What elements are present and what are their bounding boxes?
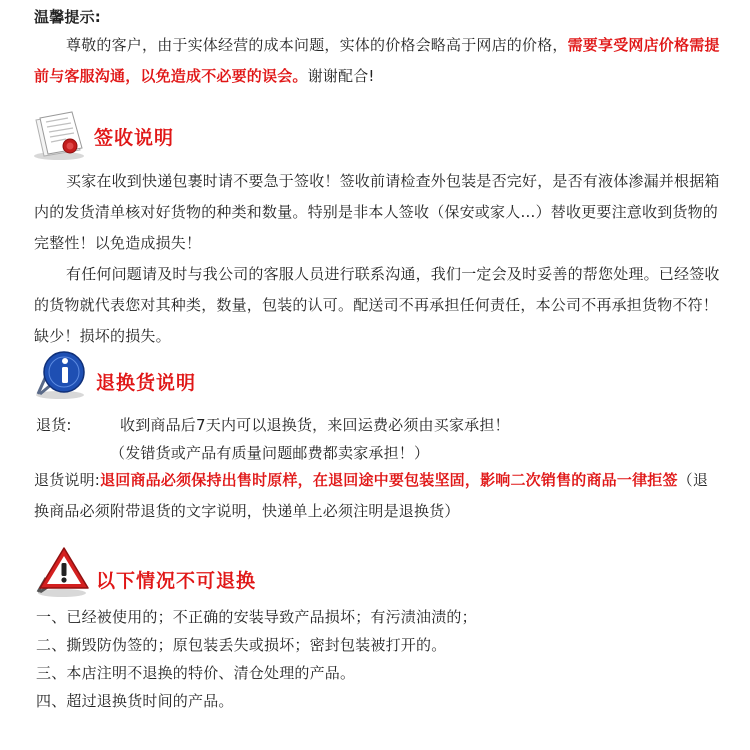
returns-note bbox=[34, 465, 722, 527]
returns-line1-text: 收到商品后7天内可以退换货，来回运费必须由买家承担！ bbox=[120, 416, 510, 434]
non-return-item-2: 二、撕毁防伪签的；原包装丢失或损坏；密封包装被打开的。 bbox=[36, 636, 447, 654]
returns-line2-text: （发错货或产品有质量问题邮费都卖家承担！） bbox=[110, 444, 430, 462]
non-return-item-4: 四、超过退换货时间的产品。 bbox=[36, 692, 234, 710]
notice-body-red: 需要享受网店价格需提前与客服沟通，以免造成不必要的误会。 bbox=[34, 36, 720, 85]
notice-body-normal: 尊敬的客户，由于实体经营的成本问题，实体的价格会略高于网店的价格， bbox=[66, 36, 568, 54]
document-seal-icon bbox=[30, 110, 88, 166]
non-return-item-1: 一、已经被使用的；不正确的安装导致产品损坏；有污渍油渍的； bbox=[36, 608, 477, 626]
returns-note-red: 退回商品必须保持出售时原样，在退回途中要包装坚固，影响二次销售的商品一律拒签 bbox=[100, 471, 678, 489]
returns-heading: 退换货说明 bbox=[96, 372, 197, 394]
notice-body bbox=[34, 30, 720, 92]
warning-icon bbox=[30, 546, 90, 602]
sign-body bbox=[34, 166, 722, 352]
non-return-heading: 以下情况不可退换 bbox=[96, 570, 257, 592]
sign-para-2: 有任何问题请及时与我公司的客服人员进行联系沟通，我们一定会及时妥善的帮您处理。已经签收的货物就代表您对其种类，数量，包装的认可。配送司不再承担任何责任，本公司不再承担货物不符！缺少！损坏的损失。 bbox=[34, 265, 720, 345]
returns-line1-label: 退货: bbox=[36, 416, 72, 434]
notice-title: 温馨提示: bbox=[34, 8, 101, 26]
info-icon bbox=[30, 348, 88, 404]
returns-note-label: 退货说明: bbox=[34, 471, 101, 489]
sign-para-1: 买家在收到快递包裹时请不要急于签收！签收前请检查外包装是否完好，是否有液体渗漏并根据箱内的发货清单核对好货物的种类和数量。特别是非本人签收（保安或家人…）替收更要注意收到货物的完整性！以免造成损失！ bbox=[34, 172, 720, 252]
non-return-item-3: 三、本店注明不退换的特价、清仓处理的产品。 bbox=[36, 664, 356, 682]
sign-heading: 签收说明 bbox=[94, 127, 175, 149]
returns-note-normal: （退换商品必须附带退货的文字说明，快递单上必须注明是退换货） bbox=[34, 471, 709, 520]
notice-body-end: 谢谢配合! bbox=[307, 67, 375, 85]
